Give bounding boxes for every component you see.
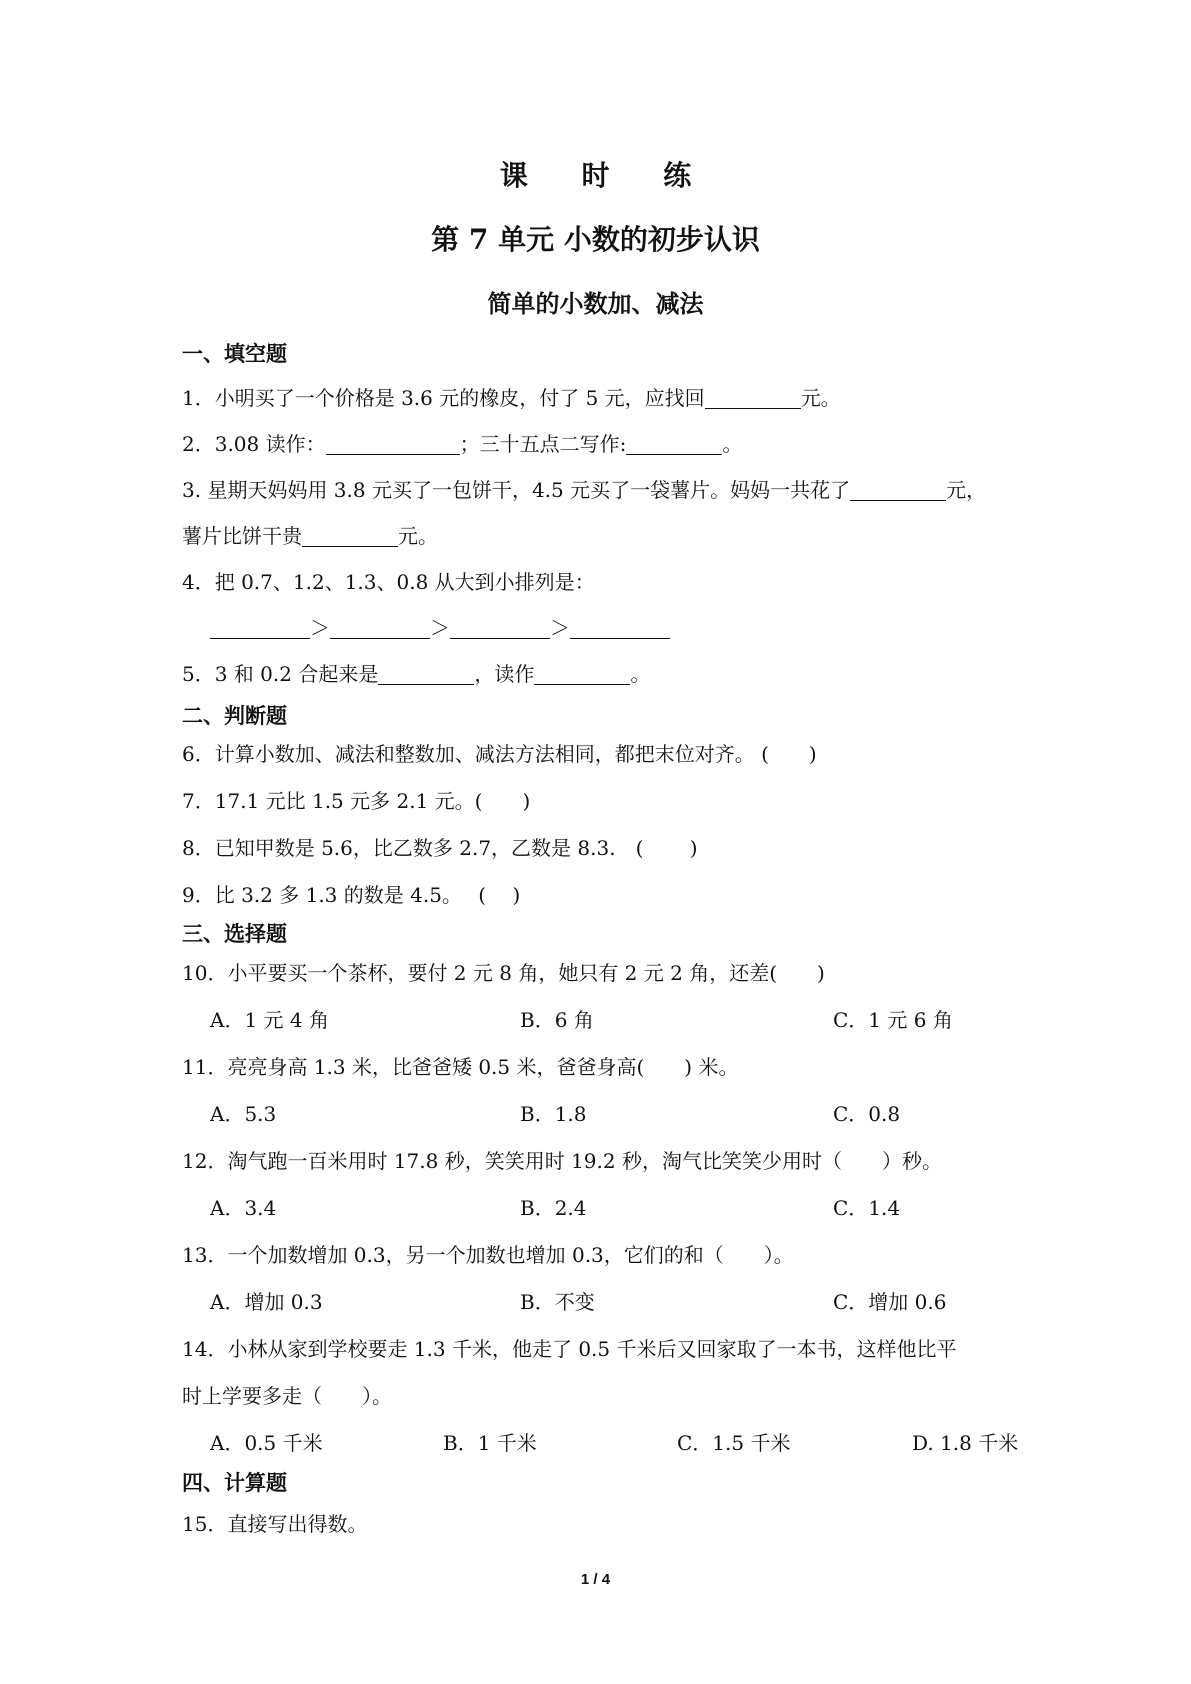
answer-blank[interactable] [705, 388, 801, 409]
question-7: 7．17.1 元比 1.5 元多 2.1 元。( ) [182, 789, 531, 813]
section-calculation: 四、计算题 [182, 1470, 287, 1495]
answer-blank[interactable] [850, 480, 946, 501]
answer-blank[interactable] [378, 664, 474, 685]
question-3-unit: 元， [946, 478, 987, 502]
lesson-title: 简单的小数加、减法 [487, 289, 704, 318]
question-1 [182, 382, 841, 411]
section-true-false: 二、判断题 [182, 703, 287, 728]
question-3-line-2 [182, 520, 438, 549]
greater-than-sign: ＞ [430, 616, 450, 640]
choice-a[interactable]: A．5.3 [210, 1102, 277, 1126]
question-5-text: 5．3 和 0.2 合起来是 [182, 662, 379, 686]
choice-b[interactable]: B．不变 [520, 1290, 595, 1314]
question-6: 6．计算小数加、减法和整数加、减法方法相同，都把末位对齐。 ( ) [182, 742, 817, 766]
question-14-line-1: 14．小林从家到学校要走 1.3 千米，他走了 0.5 千米后又回家取了一本书，这样他比平 [182, 1337, 957, 1361]
question-5-end: 。 [630, 662, 651, 686]
answer-blank[interactable] [326, 434, 460, 455]
question-2-end: 。 [722, 432, 743, 456]
greater-than-sign: ＞ [550, 616, 570, 640]
question-12: 12．淘气跑一百米用时 17.8 秒，笑笑用时 19.2 秒，淘气比笑笑少用时（ ）秒。 [182, 1149, 942, 1173]
answer-blank[interactable] [302, 526, 398, 547]
page-title: 课 时 练 [499, 159, 714, 192]
answer-blank[interactable] [450, 618, 550, 639]
question-2-text-b: ；三十五点二写作: [459, 432, 627, 456]
question-9: 9．比 3.2 多 1.3 的数是 4.5。 ( ) [182, 883, 521, 907]
choice-a[interactable]: A．3.4 [210, 1196, 277, 1220]
question-3-end: 元。 [398, 524, 438, 548]
question-2 [182, 428, 742, 457]
question-1-text: 1．小明买了一个价格是 3.6 元的橡皮，付了 5 元，应找回 [182, 386, 705, 410]
question-4: 4．把 0.7、1.2、1.3、0.8 从大到小排列是： [182, 570, 595, 594]
section-multiple-choice: 三、选择题 [182, 921, 287, 946]
choice-b[interactable]: B．2.4 [520, 1196, 587, 1220]
choice-c[interactable]: C．1.5 千米 [677, 1431, 791, 1455]
page-number: 1 / 4 [580, 1571, 611, 1588]
choice-a[interactable]: A．0.5 千米 [210, 1431, 323, 1455]
answer-blank[interactable] [330, 618, 430, 639]
choice-c[interactable]: C．1 元 6 角 [833, 1008, 953, 1032]
greater-than-sign: ＞ [310, 616, 330, 640]
question-3-text: 3. 星期天妈妈用 3.8 元买了一包饼干，4.5 元买了一袋薯片。妈妈一共花了 [182, 478, 851, 502]
unit-title: 第 7 单元 小数的初步认识 [431, 223, 760, 256]
choice-a[interactable]: A．增加 0.3 [210, 1290, 323, 1314]
question-5-text-b: ，读作 [474, 662, 535, 686]
question-1-unit: 元。 [800, 386, 841, 410]
answer-blank[interactable] [626, 434, 722, 455]
question-15: 15．直接写出得数。 [182, 1512, 368, 1536]
choice-c[interactable]: C．增加 0.6 [833, 1290, 947, 1314]
question-14-line-2: 时上学要多走（ ）。 [182, 1384, 392, 1408]
question-8: 8．已知甲数是 5.6，比乙数多 2.7，乙数是 8.3. ( ) [182, 836, 698, 860]
choice-b[interactable]: B．1 千米 [443, 1431, 537, 1455]
choice-b[interactable]: B．1.8 [520, 1102, 587, 1126]
question-3-line-1 [182, 474, 986, 503]
choice-c[interactable]: C．0.8 [833, 1102, 901, 1126]
answer-blank[interactable] [534, 664, 630, 685]
choice-c[interactable]: C．1.4 [833, 1196, 901, 1220]
answer-blank[interactable] [570, 618, 670, 639]
choice-a[interactable]: A．1 元 4 角 [210, 1008, 329, 1032]
question-11: 11．亮亮身高 1.3 米，比爸爸矮 0.5 米，爸爸身高( ) 米。 [182, 1055, 739, 1079]
question-5 [182, 658, 650, 687]
choice-b[interactable]: B．6 角 [520, 1008, 594, 1032]
choice-d[interactable]: D. 1.8 千米 [912, 1431, 1019, 1455]
question-3-text-b: 薯片比饼干贵 [182, 524, 302, 548]
question-2-text: 2．3.08 读作： [182, 432, 326, 456]
section-fill-in-blank: 一、填空题 [182, 341, 287, 366]
question-13: 13．一个加数增加 0.3，另一个加数也增加 0.3，它们的和（ ）。 [182, 1243, 794, 1267]
question-10: 10．小平要买一个茶杯，要付 2 元 8 角，她只有 2 元 2 角，还差( ) [182, 961, 825, 985]
question-4-answer-row [210, 612, 670, 641]
answer-blank[interactable] [210, 618, 310, 639]
